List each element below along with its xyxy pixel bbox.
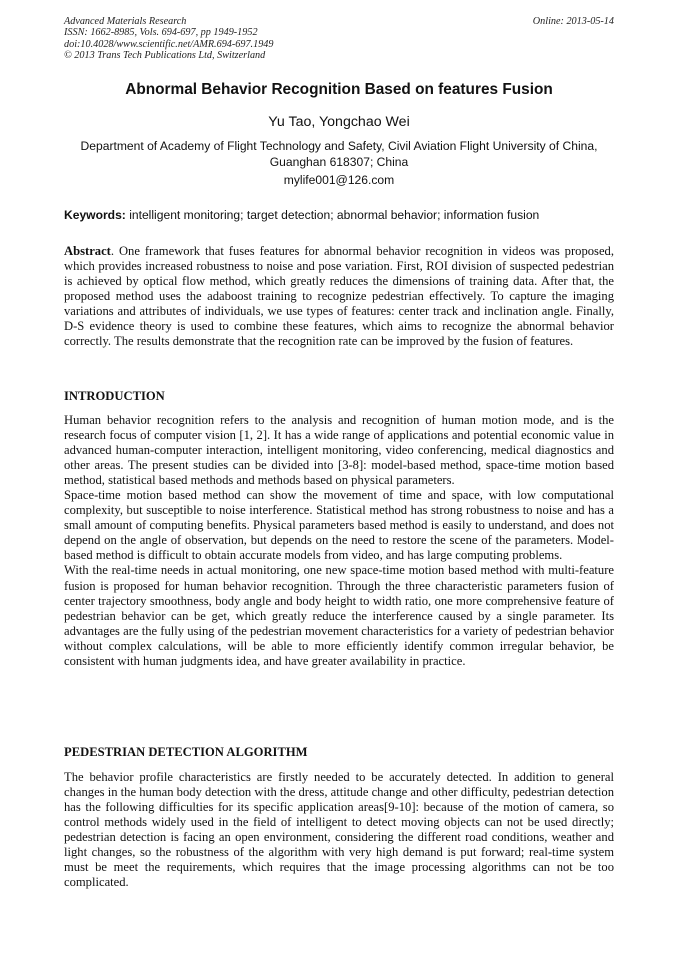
journal-name: Advanced Materials Research xyxy=(64,16,187,27)
keywords-label: Keywords: xyxy=(64,208,126,222)
abstract-label: Abstract xyxy=(64,244,111,258)
author-email: mylife001@126.com xyxy=(283,173,395,187)
online-date: Online: 2013-05-14 xyxy=(532,16,614,27)
paper-authors: Yu Tao, Yongchao Wei xyxy=(268,114,410,130)
section-heading-pedestrian-detection: PEDESTRIAN DETECTION ALGORITHM xyxy=(64,745,308,759)
paragraph: Space-time motion based method can show the movement of time and space, with low computational complexity, but susceptible to noise interference. Statistical method has strong robustness to noise and has a small amount of computing benefits. Physical parameters based method is easily to understand, and does not depend on the angle of observation, but depends on the need to restore the scene of the parameters. Model-based method is difficult to obtain accurate models from video, and has large computing problems. xyxy=(64,488,614,563)
section-heading-introduction: INTRODUCTION xyxy=(64,389,165,403)
journal-info xyxy=(64,16,614,61)
journal-doi: doi:10.4028/www.scientific.net/AMR.694-697.1949 xyxy=(64,38,274,50)
author-affiliation xyxy=(60,139,618,170)
keywords-text: intelligent monitoring; target detection; abnormal behavior; information fusion xyxy=(125,208,540,222)
affiliation-line: Guanghan 618307; China xyxy=(269,154,409,169)
pedestrian-detection-body xyxy=(64,770,614,890)
paragraph: The behavior profile characteristics are firstly needed to be accurately detected. In addition to general changes in the human body detection with the dress, attitude change and other difficulty, pedestrian detection has the following difficulties for its specific application areas[9-10]: because of the motion of camera, so control methods widely used in the field of intelligent to detect moving objects can not be used directly; pedestrian detection is facing an open environment, considering the different road conditions, weather and light changes, so the robustness of the algorithm with very high demand is put forward; real-time system must be meet the requirements, which requires that the image processing algorithms can not be too complicated. xyxy=(64,770,614,890)
affiliation-line: Department of Academy of Flight Technology and Safety, Civil Aviation Flight University of China, xyxy=(80,139,598,153)
journal-issn: ISSN: 1662-8985, Vols. 694-697, pp 1949-1952 xyxy=(64,27,258,39)
abstract xyxy=(64,244,614,349)
keywords xyxy=(64,208,614,223)
journal-copyright: © 2013 Trans Tech Publications Ltd, Switzerland xyxy=(64,49,266,61)
introduction-body xyxy=(64,413,614,669)
abstract-text: . One framework that fuses features for abnormal behavior recognition in videos was proposed, which provides increased robustness to noise and pose variation. First, ROI division of suspected pedestrian is achieved by optical flow method, which greatly reduces the dimensions of training data. After that, the proposed method uses the adaboost training to recognize pedestrian effectively. To capture the imaging variations and attributes of individuals, we use types of features: center track and inclination angle. Finally, D-S evidence theory is used to combine these features, which aims to recognize the abnormal behavior correctly. The results demonstrate that the recognition rate can be improved by the fusion of features. xyxy=(64,244,614,349)
paragraph: With the real-time needs in actual monitoring, one new space-time motion based method with multi-feature fusion is proposed for human behavior recognition. Through the three characteristic parameters fusion of center trajectory smoothness, body angle and body height to width ratio, one more comprehensive feature of pedestrian behavior can be get, which greatly reduce the interference caused by a single parameter. Its advantages are the fully using of the pedestrian movement characteristics for a variety of pedestrian behavior without complex calculations, will be able to more efficiently identify common irregular behavior, be consistent with human judgments idea, and have greater availability in practice. xyxy=(64,563,614,668)
paragraph: Human behavior recognition refers to the analysis and recognition of human motion mode, and is the research focus of computer vision [1, 2]. It has a wide range of applications and potential economic value in advanced human-computer interaction, intelligent monitoring, video conferencing, medical diagnostics and other areas. The present studies can be divided into [3-8]: model-based method, space-time motion based method, statistical based methods and methods based on physical parameters. xyxy=(64,413,614,488)
journal-header xyxy=(64,16,614,61)
paper-title: Abnormal Behavior Recognition Based on features Fusion xyxy=(125,81,553,98)
